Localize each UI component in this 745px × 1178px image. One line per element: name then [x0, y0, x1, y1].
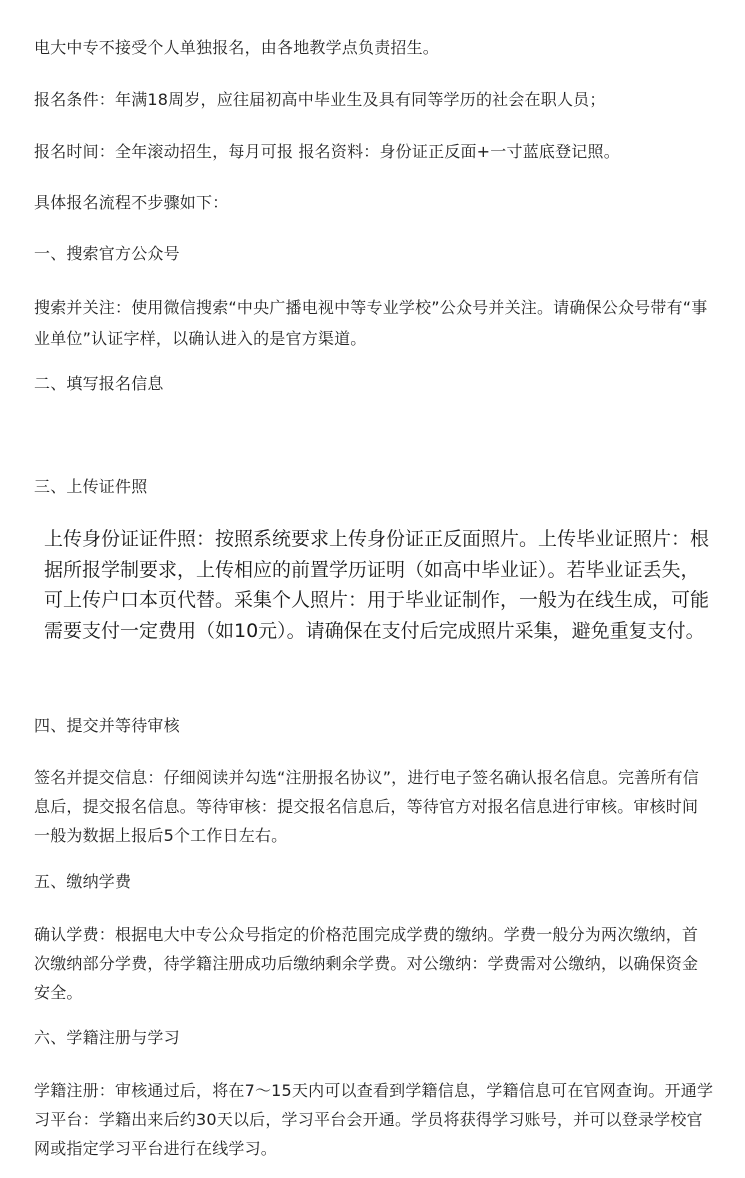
step1-body: 搜索并关注：使用微信搜索“中央广播电视中等专业学校”公众号并关注。请确保公众号带有“事业单位”认证字样，以确认进入的是官方渠道。: [34, 298, 708, 348]
step4-body: 签名并提交信息：仔细阅读并勾选“注册报名协议”，进行电子签名确认报名信息。完善所有信息后，提交报名信息。等待审核：提交报名信息后，等待官方对报名信息进行审核。审核时间一般为数据上报后5个工作日左右。: [34, 768, 699, 845]
step1-heading: 一、搜索官方公众号: [34, 244, 180, 263]
time-paragraph: 报名时间：全年滚动招生，每月可报 报名资料：身份证正反面+一寸蓝底登记照。: [34, 142, 620, 161]
step2-heading: 二、填写报名信息: [34, 374, 164, 393]
process-intro-paragraph: 具体报名流程不步骤如下：: [34, 193, 229, 212]
step6-heading: 六、学籍注册与学习: [34, 1028, 180, 1047]
intro-paragraph: 电大中专不接受个人单独报名，由各地教学点负责招生。: [34, 38, 440, 57]
step5-heading: 五、缴纳学费: [34, 872, 132, 891]
step4-heading: 四、提交并等待审核: [34, 716, 180, 735]
step3-heading: 三、上传证件照: [34, 477, 148, 496]
step3-body: 上传身份证证件照：按照系统要求上传身份证正反面照片。上传毕业证照片：根据所报学制要求，上传相应的前置学历证明（如高中毕业证）。若毕业证丢失，可上传户口本页代替。采集个人照片：用于毕业证制作，一般为在线生成，可能需要支付一定费用（如10元）。请确保在支付后完成照片采集，避免重复支付。: [44, 528, 710, 642]
conditions-paragraph: 报名条件：年满18周岁，应往届初高中毕业生及具有同等学历的社会在职人员；: [34, 90, 606, 109]
step5-body: 确认学费：根据电大中专公众号指定的价格范围完成学费的缴纳。学费一般分为两次缴纳，首次缴纳部分学费，待学籍注册成功后缴纳剩余学费。对公缴纳：学费需对公缴纳，以确保资金安全。: [34, 925, 699, 1002]
step6-body: 学籍注册：审核通过后，将在7～15天内可以查看到学籍信息，学籍信息可在官网查询。开通学习平台：学籍出来后约30天以后，学习平台会开通。学员将获得学习账号，并可以登录学校官网或指定学习平台进行在线学习。: [34, 1081, 714, 1158]
